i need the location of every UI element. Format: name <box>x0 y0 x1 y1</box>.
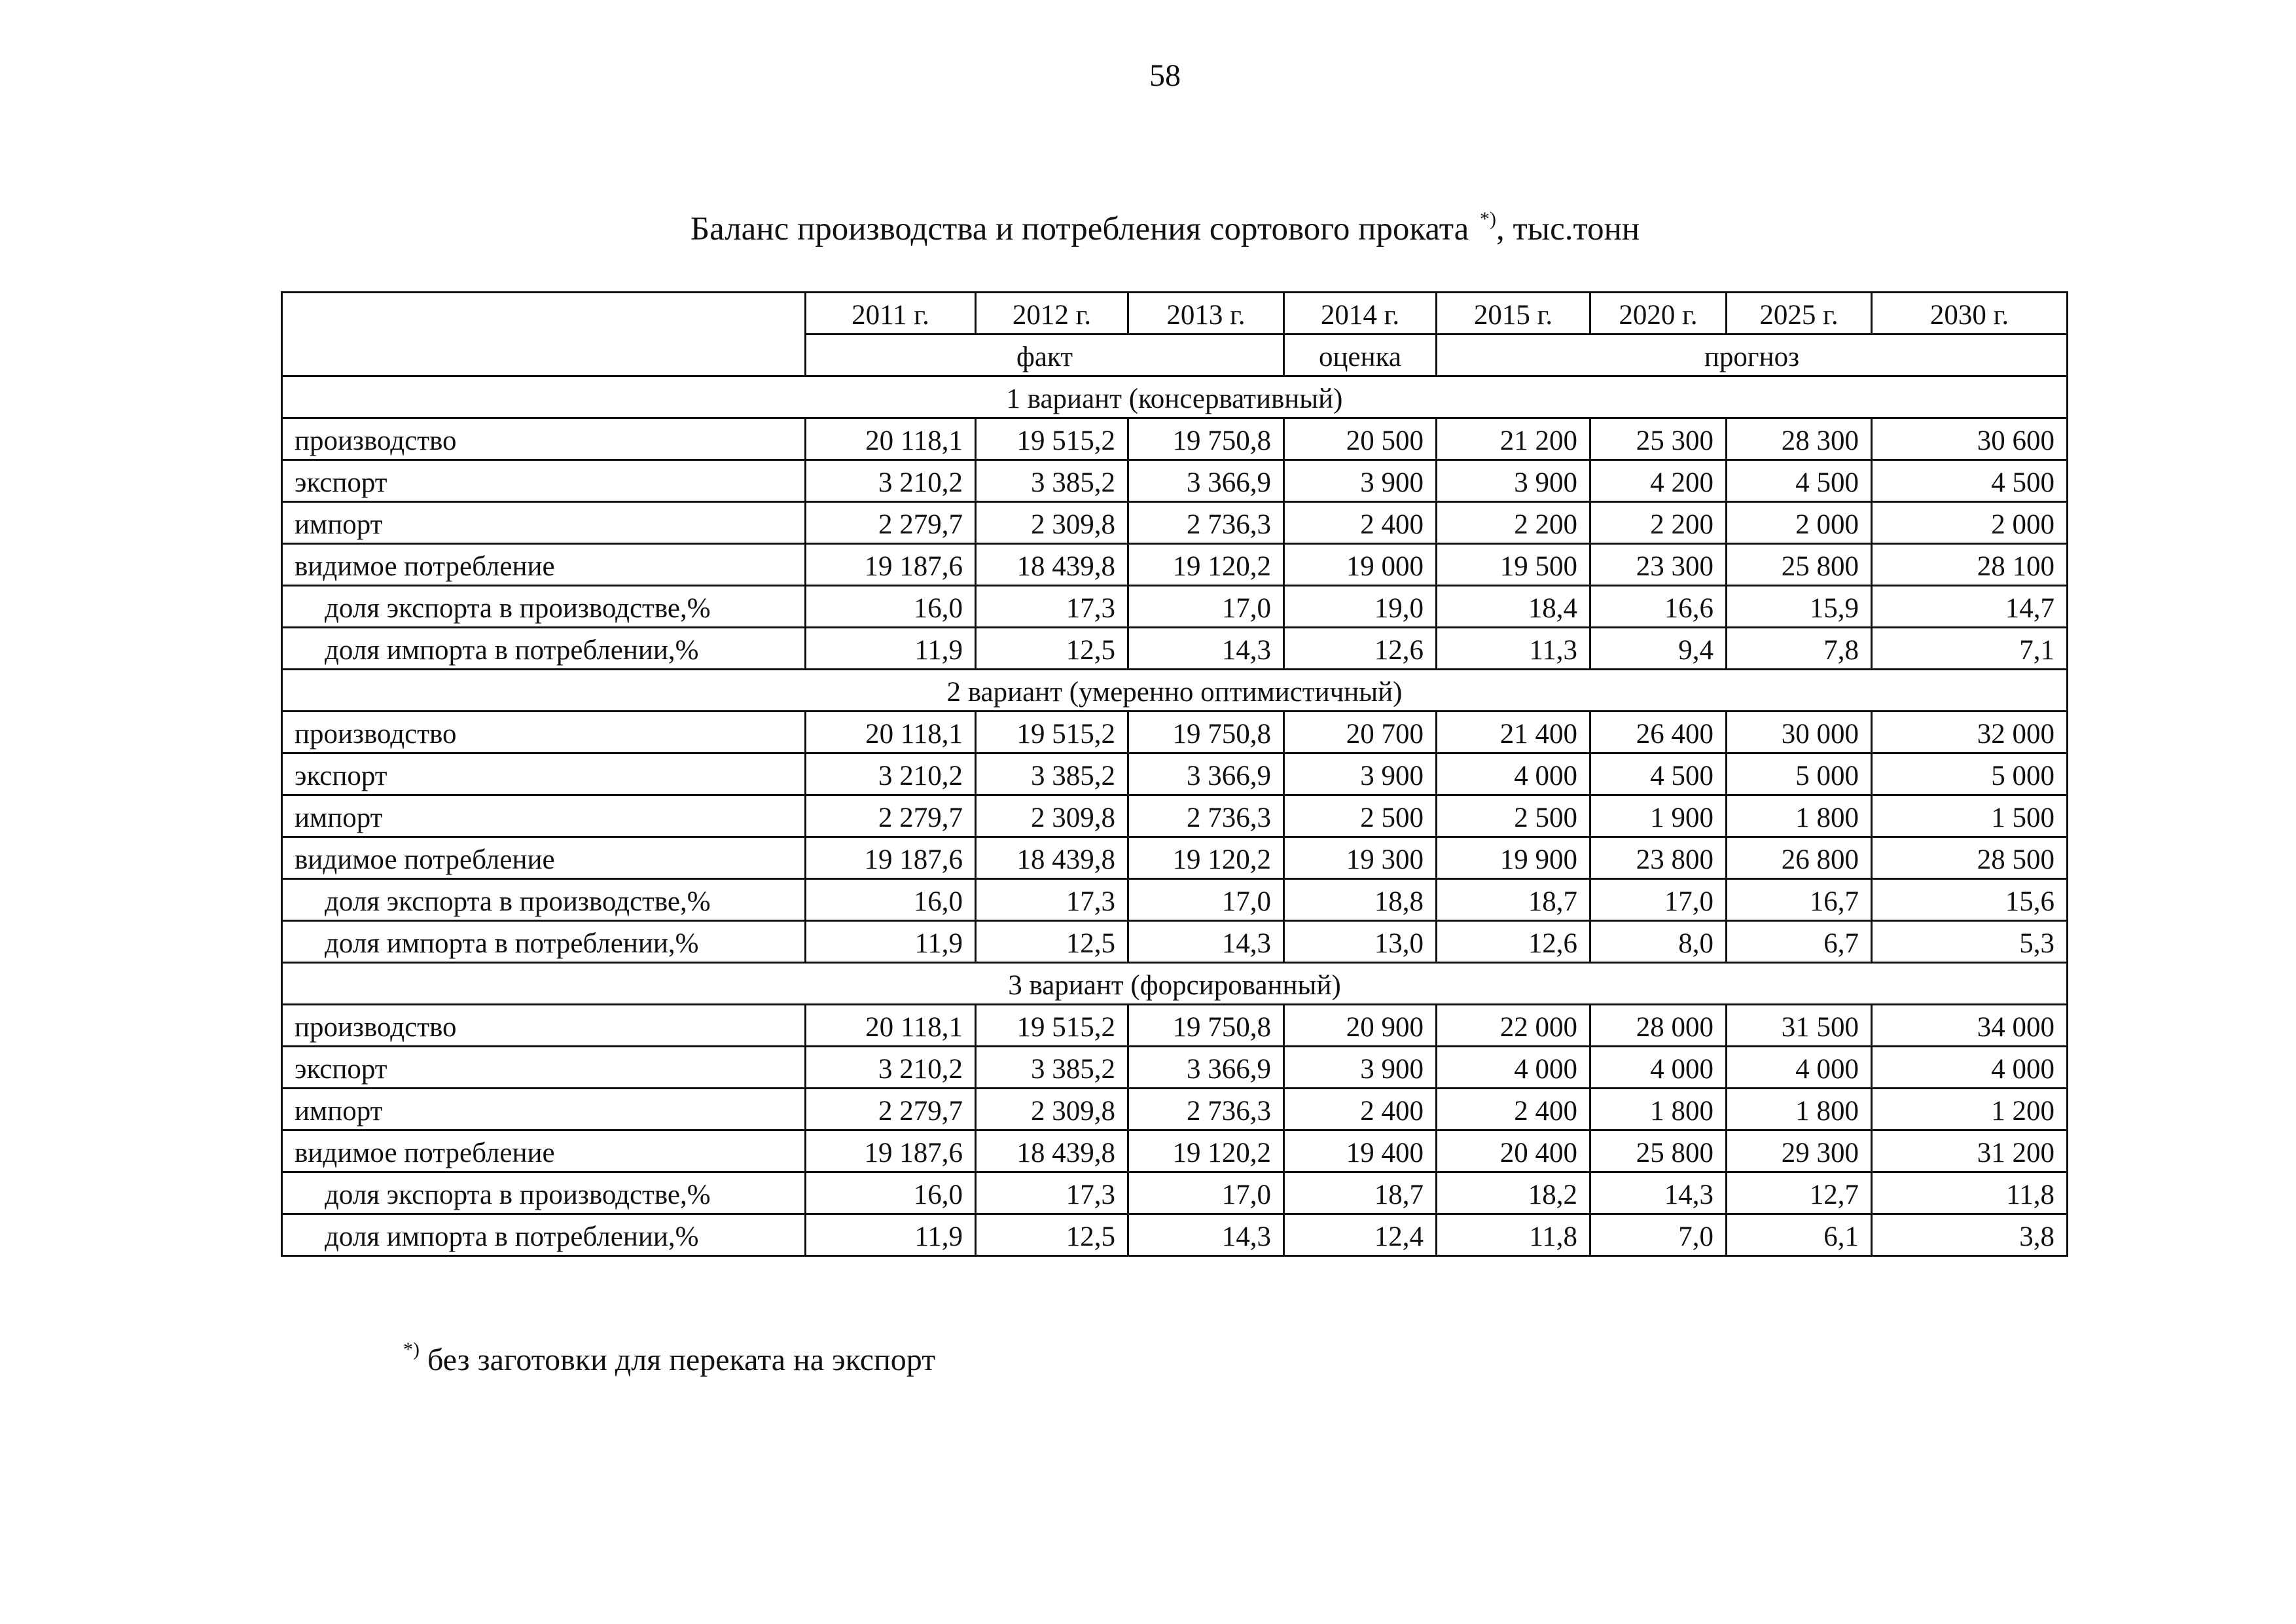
table-cell: 20 118,1 <box>806 712 976 753</box>
row-label: видимое потребление <box>282 837 806 879</box>
table-cell: 19 300 <box>1284 837 1437 879</box>
section-row <box>282 963 2068 1005</box>
table-cell: 2 279,7 <box>806 1089 976 1130</box>
period-estimate-header: оценка <box>1284 334 1437 376</box>
year-header: 2025 г. <box>1727 293 1872 334</box>
table-cell: 20 500 <box>1284 418 1437 460</box>
table-cell: 19 515,2 <box>976 1005 1128 1047</box>
table-cell: 16,0 <box>806 586 976 628</box>
table-cell: 17,0 <box>1128 879 1284 921</box>
table-row <box>282 712 2068 753</box>
table-cell: 12,5 <box>976 921 1128 963</box>
table-cell: 1 800 <box>1727 795 1872 837</box>
table-cell: 19 187,6 <box>806 544 976 586</box>
table-cell: 4 500 <box>1872 460 2068 502</box>
table-cell: 19 120,2 <box>1128 837 1284 879</box>
table-row <box>282 1047 2068 1089</box>
table-cell: 16,6 <box>1590 586 1727 628</box>
table-cell: 4 000 <box>1872 1047 2068 1089</box>
table-cell: 18,2 <box>1437 1172 1590 1214</box>
footnote-mark: *) <box>403 1339 420 1360</box>
row-label: производство <box>282 712 806 753</box>
table-cell: 15,9 <box>1727 586 1872 628</box>
table-cell: 19 187,6 <box>806 1130 976 1172</box>
table-row <box>282 753 2068 795</box>
table-cell: 20 900 <box>1284 1005 1437 1047</box>
table-cell: 3 210,2 <box>806 753 976 795</box>
table-row <box>282 921 2068 963</box>
year-header: 2020 г. <box>1590 293 1727 334</box>
table-cell: 3 900 <box>1284 460 1437 502</box>
row-label: экспорт <box>282 460 806 502</box>
table-cell: 19 750,8 <box>1128 1005 1284 1047</box>
table-cell: 32 000 <box>1872 712 2068 753</box>
table-cell: 1 800 <box>1590 1089 1727 1130</box>
year-header: 2014 г. <box>1284 293 1437 334</box>
period-forecast-header: прогноз <box>1437 334 2068 376</box>
row-label: доля импорта в потреблении,% <box>282 921 806 963</box>
year-header: 2012 г. <box>976 293 1128 334</box>
table-cell: 12,7 <box>1727 1172 1872 1214</box>
table-cell: 2 000 <box>1727 502 1872 544</box>
table-row <box>282 544 2068 586</box>
table-cell: 1 200 <box>1872 1089 2068 1130</box>
row-label: производство <box>282 1005 806 1047</box>
table-cell: 14,3 <box>1128 628 1284 670</box>
title-text: Баланс производства и потребления сортового проката <box>690 211 1469 247</box>
table-cell: 3 366,9 <box>1128 460 1284 502</box>
table-cell: 25 800 <box>1590 1130 1727 1172</box>
table-cell: 17,3 <box>976 879 1128 921</box>
table-cell: 28 300 <box>1727 418 1872 460</box>
table-cell: 19,0 <box>1284 586 1437 628</box>
table-cell: 1 800 <box>1727 1089 1872 1130</box>
table-cell: 28 500 <box>1872 837 2068 879</box>
table-cell: 28 100 <box>1872 544 2068 586</box>
table-cell: 23 800 <box>1590 837 1727 879</box>
table-cell: 4 500 <box>1727 460 1872 502</box>
table-cell: 26 800 <box>1727 837 1872 879</box>
table-cell: 25 800 <box>1727 544 1872 586</box>
year-header: 2015 г. <box>1437 293 1590 334</box>
table-row <box>282 879 2068 921</box>
table-cell: 11,9 <box>806 921 976 963</box>
table-cell: 2 736,3 <box>1128 1089 1284 1130</box>
table-cell: 6,1 <box>1727 1214 1872 1256</box>
table-row <box>282 837 2068 879</box>
table-cell: 20 118,1 <box>806 1005 976 1047</box>
table-cell: 14,3 <box>1590 1172 1727 1214</box>
table-cell: 12,4 <box>1284 1214 1437 1256</box>
table-cell: 26 400 <box>1590 712 1727 753</box>
table-cell: 3 366,9 <box>1128 753 1284 795</box>
table-cell: 2 500 <box>1437 795 1590 837</box>
table-cell: 23 300 <box>1590 544 1727 586</box>
row-label: импорт <box>282 502 806 544</box>
table-cell: 29 300 <box>1727 1130 1872 1172</box>
row-label: производство <box>282 418 806 460</box>
row-label: доля импорта в потреблении,% <box>282 628 806 670</box>
table-cell: 19 900 <box>1437 837 1590 879</box>
row-label: доля импорта в потреблении,% <box>282 1214 806 1256</box>
table-cell: 2 200 <box>1590 502 1727 544</box>
header-corner-cell <box>282 293 806 376</box>
section-title: 2 вариант (умеренно оптимистичный) <box>282 670 2068 712</box>
table-cell: 13,0 <box>1284 921 1437 963</box>
table-cell: 12,5 <box>976 628 1128 670</box>
table-cell: 1 900 <box>1590 795 1727 837</box>
table-cell: 2 200 <box>1437 502 1590 544</box>
table-cell: 2 279,7 <box>806 795 976 837</box>
table-cell: 2 000 <box>1872 502 2068 544</box>
row-label: видимое потребление <box>282 1130 806 1172</box>
table-cell: 2 500 <box>1284 795 1437 837</box>
table-cell: 17,3 <box>976 1172 1128 1214</box>
period-fact-header: факт <box>806 334 1284 376</box>
table-cell: 2 736,3 <box>1128 502 1284 544</box>
row-label: доля экспорта в производстве,% <box>282 879 806 921</box>
table-cell: 2 400 <box>1437 1089 1590 1130</box>
table-row <box>282 502 2068 544</box>
table-cell: 5,3 <box>1872 921 2068 963</box>
year-header: 2011 г. <box>806 293 976 334</box>
table-cell: 2 400 <box>1284 502 1437 544</box>
table-cell: 7,0 <box>1590 1214 1727 1256</box>
table-cell: 15,6 <box>1872 879 2068 921</box>
table-cell: 5 000 <box>1872 753 2068 795</box>
table-cell: 3 900 <box>1437 460 1590 502</box>
table-cell: 19 750,8 <box>1128 712 1284 753</box>
table-cell: 19 750,8 <box>1128 418 1284 460</box>
title-footnote-mark: *) <box>1480 208 1497 230</box>
table-cell: 30 000 <box>1727 712 1872 753</box>
table-cell: 11,9 <box>806 628 976 670</box>
table-cell: 20 400 <box>1437 1130 1590 1172</box>
table-cell: 4 000 <box>1437 1047 1590 1089</box>
table-cell: 2 400 <box>1284 1089 1437 1130</box>
table-cell: 4 500 <box>1590 753 1727 795</box>
table-cell: 30 600 <box>1872 418 2068 460</box>
table-row <box>282 586 2068 628</box>
table-row <box>282 1130 2068 1172</box>
table-cell: 31 500 <box>1727 1005 1872 1047</box>
table-cell: 31 200 <box>1872 1130 2068 1172</box>
table-cell: 11,8 <box>1872 1172 2068 1214</box>
footnote <box>401 1339 935 1378</box>
table-cell: 14,3 <box>1128 921 1284 963</box>
table-cell: 3 900 <box>1284 753 1437 795</box>
table-cell: 16,0 <box>806 879 976 921</box>
table-cell: 18 439,8 <box>976 837 1128 879</box>
table-cell: 16,0 <box>806 1172 976 1214</box>
table-cell: 4 000 <box>1590 1047 1727 1089</box>
table-cell: 3 210,2 <box>806 460 976 502</box>
title-unit: , тыс.тонн <box>1496 211 1640 247</box>
row-label: доля экспорта в производстве,% <box>282 586 806 628</box>
balance-table <box>281 291 2068 1257</box>
row-label: доля экспорта в производстве,% <box>282 1172 806 1214</box>
table-cell: 14,7 <box>1872 586 2068 628</box>
table-cell: 11,8 <box>1437 1214 1590 1256</box>
table-cell: 19 500 <box>1437 544 1590 586</box>
table-cell: 7,1 <box>1872 628 2068 670</box>
table-cell: 4 000 <box>1727 1047 1872 1089</box>
table-cell: 7,8 <box>1727 628 1872 670</box>
table-cell: 4 200 <box>1590 460 1727 502</box>
table-row <box>282 1214 2068 1256</box>
table-row <box>282 1172 2068 1214</box>
table-cell: 19 120,2 <box>1128 544 1284 586</box>
row-label: экспорт <box>282 1047 806 1089</box>
footnote-text: без заготовки для переката на экспорт <box>420 1343 936 1377</box>
table-cell: 18 439,8 <box>976 544 1128 586</box>
table-cell: 9,4 <box>1590 628 1727 670</box>
table-cell: 21 200 <box>1437 418 1590 460</box>
table-cell: 2 309,8 <box>976 795 1128 837</box>
table-cell: 17,0 <box>1128 1172 1284 1214</box>
table-cell: 17,3 <box>976 586 1128 628</box>
table-row <box>282 1005 2068 1047</box>
table-cell: 18 439,8 <box>976 1130 1128 1172</box>
table-cell: 2 736,3 <box>1128 795 1284 837</box>
table-row <box>282 795 2068 837</box>
table-cell: 21 400 <box>1437 712 1590 753</box>
table-cell: 16,7 <box>1727 879 1872 921</box>
table-cell: 12,5 <box>976 1214 1128 1256</box>
table-cell: 14,3 <box>1128 1214 1284 1256</box>
row-label: экспорт <box>282 753 806 795</box>
table-cell: 12,6 <box>1284 628 1437 670</box>
section-title: 1 вариант (консервативный) <box>282 376 2068 418</box>
page-number: 58 <box>1149 58 1181 93</box>
year-header: 2030 г. <box>1872 293 2068 334</box>
table-cell: 34 000 <box>1872 1005 2068 1047</box>
table-cell: 11,9 <box>806 1214 976 1256</box>
table-cell: 22 000 <box>1437 1005 1590 1047</box>
table-cell: 19 515,2 <box>976 418 1128 460</box>
table-cell: 1 500 <box>1872 795 2068 837</box>
year-header: 2013 г. <box>1128 293 1284 334</box>
table-cell: 19 120,2 <box>1128 1130 1284 1172</box>
table-title <box>0 208 2296 248</box>
table-cell: 19 000 <box>1284 544 1437 586</box>
table-cell: 8,0 <box>1590 921 1727 963</box>
table-cell: 17,0 <box>1590 879 1727 921</box>
table-cell: 3 385,2 <box>976 753 1128 795</box>
table-cell: 20 700 <box>1284 712 1437 753</box>
table-cell: 3 385,2 <box>976 460 1128 502</box>
table-cell: 3 210,2 <box>806 1047 976 1089</box>
table-cell: 4 000 <box>1437 753 1590 795</box>
table-cell: 2 279,7 <box>806 502 976 544</box>
row-label: видимое потребление <box>282 544 806 586</box>
table-row <box>282 418 2068 460</box>
table-cell: 3 900 <box>1284 1047 1437 1089</box>
table-cell: 25 300 <box>1590 418 1727 460</box>
table-cell: 2 309,8 <box>976 502 1128 544</box>
section-row <box>282 670 2068 712</box>
table-cell: 18,8 <box>1284 879 1437 921</box>
table-row <box>282 460 2068 502</box>
table-cell: 18,7 <box>1284 1172 1437 1214</box>
table-cell: 20 118,1 <box>806 418 976 460</box>
table-cell: 18,4 <box>1437 586 1590 628</box>
table-row <box>282 1089 2068 1130</box>
table-cell: 11,3 <box>1437 628 1590 670</box>
header-years-row <box>282 293 2068 334</box>
table-cell: 19 515,2 <box>976 712 1128 753</box>
table-cell: 2 309,8 <box>976 1089 1128 1130</box>
table-cell: 28 000 <box>1590 1005 1727 1047</box>
table-cell: 17,0 <box>1128 586 1284 628</box>
table-cell: 12,6 <box>1437 921 1590 963</box>
table-cell: 3 385,2 <box>976 1047 1128 1089</box>
table-cell: 3,8 <box>1872 1214 2068 1256</box>
table-cell: 6,7 <box>1727 921 1872 963</box>
table-cell: 19 400 <box>1284 1130 1437 1172</box>
table-cell: 5 000 <box>1727 753 1872 795</box>
section-title: 3 вариант (форсированный) <box>282 963 2068 1005</box>
table-cell: 18,7 <box>1437 879 1590 921</box>
row-label: импорт <box>282 1089 806 1130</box>
table-cell: 19 187,6 <box>806 837 976 879</box>
table-row <box>282 628 2068 670</box>
table-cell: 3 366,9 <box>1128 1047 1284 1089</box>
section-row <box>282 376 2068 418</box>
balance-table-body <box>282 293 2068 1256</box>
row-label: импорт <box>282 795 806 837</box>
